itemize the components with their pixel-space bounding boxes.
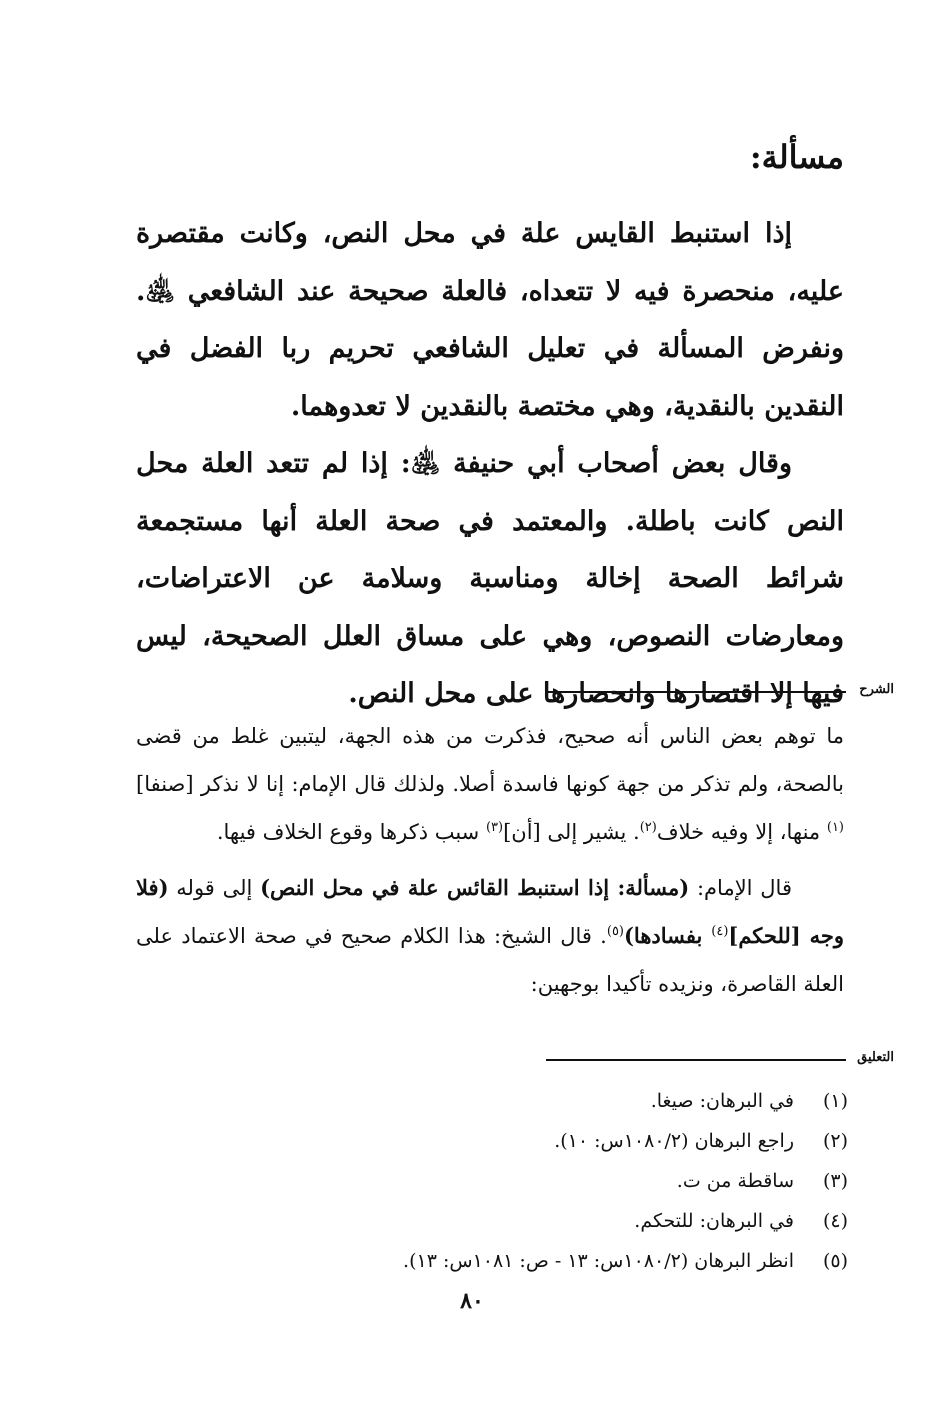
footnote-text: في البرهان: للتحكم. bbox=[634, 1210, 794, 1232]
sharh-label: الشرح bbox=[859, 682, 894, 697]
footnote-ref-5: (٥) bbox=[606, 924, 624, 939]
footnote-text: راجع البرهان (١٠٨٠/٢س: ١٠). bbox=[554, 1130, 794, 1152]
page-number: ٨٠ bbox=[460, 1288, 484, 1314]
quoted-text: (فلا وجه [للحكم] bbox=[136, 875, 845, 948]
footnotes bbox=[403, 1081, 848, 1281]
taliq-rule bbox=[546, 1059, 846, 1061]
footnote-ref-3: (٣) bbox=[485, 820, 504, 835]
footnote-number: (٤) bbox=[822, 1210, 848, 1232]
taliq-label: التعليق bbox=[857, 1050, 894, 1065]
commentary-text-run: ما توهم بعض الناس أنه صحيح، فذكرت من هذه الجهة، ليتبين غلط من قضى بالصحة، ولم تذكر من جهة كونها فاسدة أصلا. ولذلك قال الإمام: إنا لا نذكر [صنفا] bbox=[136, 724, 844, 796]
footnote-ref-2: (٢) bbox=[639, 820, 657, 835]
taliq-divider bbox=[0, 1050, 894, 1070]
quoted-text: بفسادها) bbox=[624, 923, 712, 948]
sharh-divider bbox=[0, 682, 894, 702]
commentary-paragraph-2 bbox=[136, 864, 844, 1008]
commentary-text-run: منها، إلا وفيه خلاف bbox=[656, 820, 827, 844]
footnote-item bbox=[403, 1201, 848, 1241]
footnote-number: (٢) bbox=[822, 1130, 848, 1152]
commentary-text-run: . قال الشيخ: هذا الكلام صحيح في صحة الاعتماد على العلة القاصرة، ونزيده تأكيدا بوجهين: bbox=[136, 924, 844, 996]
commentary-text-run: . يشير إلى [أن] bbox=[503, 820, 640, 844]
commentary-text bbox=[136, 712, 844, 1008]
footnote-text: ساقطة من ت. bbox=[676, 1170, 794, 1192]
quoted-text: (مسألة: إذا استنبط القائس علة في محل النص) bbox=[260, 875, 690, 900]
section-heading: مسألة: bbox=[749, 138, 844, 176]
footnote-text: انظر البرهان (١٠٨٠/٢س: ١٣ - ص: ١٠٨١س: ١٣). bbox=[403, 1250, 794, 1272]
footnote-ref-4: (٤) bbox=[711, 924, 729, 939]
main-paragraph-2: وقال بعض أصحاب أبي حنيفة ﵁: إذا لم تتعد العلة محل النص كانت باطلة. والمعتمد في صحة العلة أنها مستجمعة شرائط الصحة إخالة ومناسبة وسلامة عن الاعتراضات، ومعارضات النصوص، وهي على مساق العلل الصحيحة، ليس فيها إلا اقتصارها وانحصارها على محل النص. bbox=[136, 448, 844, 709]
commentary-text-run: قال الإمام: bbox=[689, 876, 792, 900]
commentary-text-run: إلى قوله bbox=[168, 876, 261, 900]
footnote-number: (٥) bbox=[822, 1250, 848, 1272]
footnote-text: في البرهان: صيغا. bbox=[650, 1090, 794, 1112]
footnote-ref-1: (١) bbox=[826, 820, 844, 835]
footnote-item bbox=[403, 1081, 848, 1121]
main-paragraph-1: إذا استنبط القايس علة في محل النص، وكانت مقتصرة عليه، منحصرة فيه لا تتعداه، فالعلة صحيحة عند الشافعي ﵁. ونفرض المسألة في تعليل الشافعي تحريم ربا الفضل في النقدين بالنقدية، وهي مختصة بالنقدين لا تعدوهما. bbox=[136, 218, 844, 422]
footnote-number: (٣) bbox=[822, 1170, 848, 1192]
sharh-rule bbox=[546, 691, 846, 693]
footnote-number: (١) bbox=[822, 1090, 848, 1112]
main-text bbox=[136, 205, 844, 723]
footnote-item bbox=[403, 1161, 848, 1201]
footnote-item bbox=[403, 1241, 848, 1281]
footnote-item bbox=[403, 1121, 848, 1161]
commentary-paragraph-1 bbox=[136, 712, 844, 856]
commentary-text-run: سبب ذكرها وقوع الخلاف فيها. bbox=[216, 820, 486, 844]
